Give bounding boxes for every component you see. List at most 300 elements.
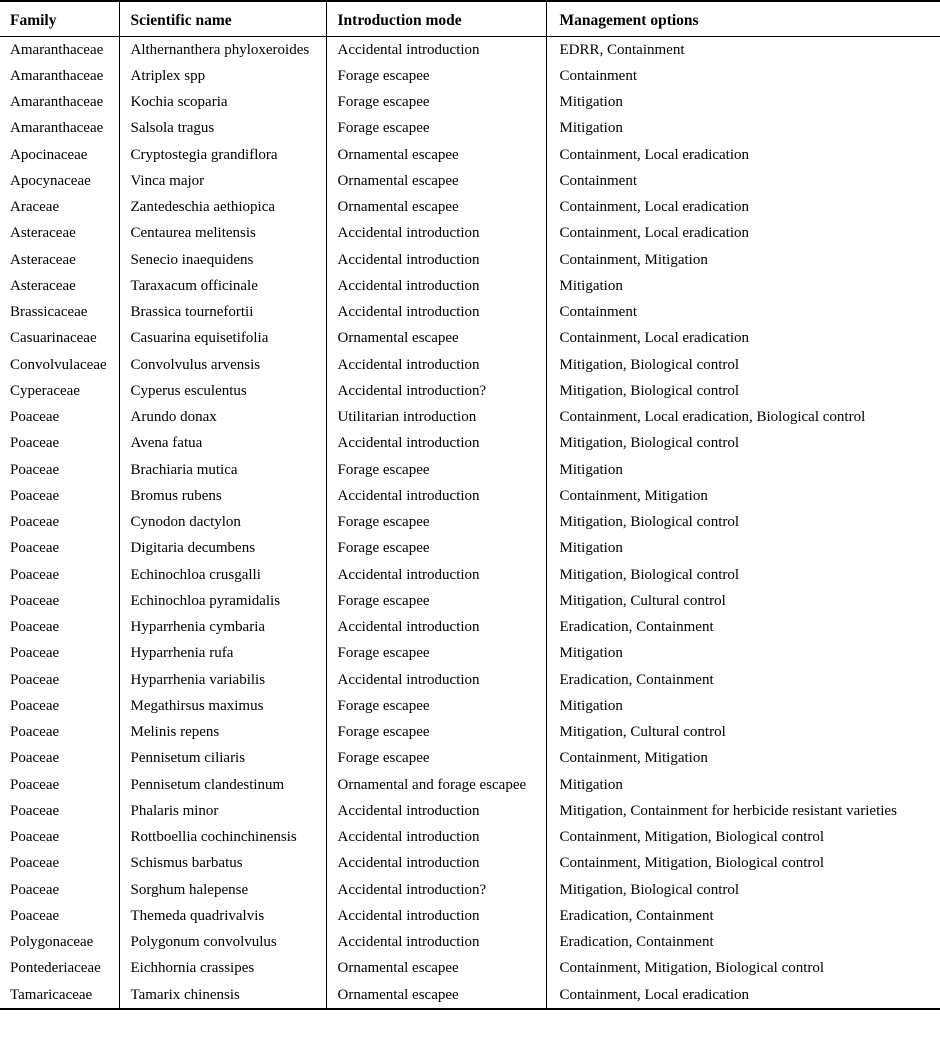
cell-introduction-mode-text: Accidental introduction xyxy=(337,487,480,504)
cell-management-options xyxy=(546,720,940,746)
cell-family-text: Asteraceae xyxy=(10,225,76,242)
cell-scientific-name-text: Themeda quadrivalvis xyxy=(130,907,265,924)
cell-family xyxy=(0,431,119,457)
table-row xyxy=(0,300,940,326)
cell-introduction-mode xyxy=(326,930,546,956)
cell-management-options xyxy=(546,746,940,772)
cell-introduction-mode xyxy=(326,378,546,404)
cell-introduction-mode xyxy=(326,352,546,378)
cell-management-options-text: Mitigation, Cultural control xyxy=(559,724,726,740)
table-row xyxy=(0,720,940,746)
cell-introduction-mode-text: Accidental introduction xyxy=(337,934,480,950)
cell-management-options xyxy=(546,693,940,719)
cell-scientific-name xyxy=(119,300,326,326)
cell-management-options-text: Mitigation, Biological control xyxy=(559,566,740,583)
cell-scientific-name xyxy=(119,431,326,457)
cell-scientific-name xyxy=(119,693,326,719)
cell-introduction-mode-text: Accidental introduction xyxy=(337,41,480,58)
cell-management-options xyxy=(546,431,940,457)
cell-management-options xyxy=(546,116,940,142)
table-row xyxy=(0,405,940,431)
cell-family-text: Apocinaceae xyxy=(10,146,88,163)
cell-family-text: Poaceae xyxy=(10,540,60,557)
cell-introduction-mode xyxy=(326,142,546,168)
table-row xyxy=(0,746,940,772)
cell-management-options-text: Mitigation xyxy=(559,540,623,557)
cell-family-text: Poaceae xyxy=(10,829,60,845)
cell-introduction-mode-text: Accidental introduction xyxy=(337,829,480,845)
cell-scientific-name xyxy=(119,405,326,431)
cell-scientific-name xyxy=(119,588,326,614)
cell-introduction-mode xyxy=(326,116,546,142)
table-row xyxy=(0,956,940,982)
cell-family-text: Poaceae xyxy=(10,645,60,662)
cell-scientific-name-text: Althernanthera phyloxeroides xyxy=(130,41,310,58)
column-header-introduction-mode: Introduction mode xyxy=(326,1,546,37)
table-row xyxy=(0,510,940,536)
cell-family xyxy=(0,798,119,824)
cell-scientific-name-text: Senecio inaequidens xyxy=(130,251,254,268)
cell-management-options-text: Mitigation, Containment for herbicide resistant varieties xyxy=(559,802,897,819)
cell-family-text: Cyperaceae xyxy=(10,382,80,399)
cell-management-options-text: Containment, Mitigation, Biological control xyxy=(559,960,825,977)
cell-family xyxy=(0,772,119,798)
cell-introduction-mode xyxy=(326,273,546,299)
cell-management-options-text: Containment, Local eradication, Biological control xyxy=(559,409,866,425)
cell-management-options xyxy=(546,562,940,588)
table-row xyxy=(0,378,940,404)
cell-management-options xyxy=(546,510,940,536)
cell-family-text: Poaceae xyxy=(10,697,60,714)
cell-family xyxy=(0,851,119,877)
cell-introduction-mode xyxy=(326,37,546,64)
cell-introduction-mode xyxy=(326,982,546,1009)
cell-family-text: Polygonaceae xyxy=(10,934,94,950)
cell-family-text: Araceae xyxy=(10,199,60,215)
cell-family-text: Poaceae xyxy=(10,566,60,583)
cell-family xyxy=(0,142,119,168)
cell-scientific-name-text: Rottboellia cochinchinensis xyxy=(130,829,297,845)
cell-scientific-name-text: Digitaria decumbens xyxy=(130,540,256,557)
column-header-scientific-name: Scientific name xyxy=(119,1,326,37)
cell-introduction-mode xyxy=(326,247,546,273)
cell-family-text: Pontederiaceae xyxy=(10,960,101,977)
cell-family-text: Poaceae xyxy=(10,671,60,688)
cell-family xyxy=(0,746,119,772)
cell-family-text: Convolvulaceae xyxy=(10,356,107,373)
cell-management-options-text: Containment, Mitigation, Biological control xyxy=(559,829,825,845)
cell-scientific-name xyxy=(119,562,326,588)
table-row xyxy=(0,142,940,168)
cell-introduction-mode xyxy=(326,667,546,693)
cell-management-options xyxy=(546,851,940,877)
cell-scientific-name-text: Centaurea melitensis xyxy=(130,225,256,242)
table-row xyxy=(0,273,940,299)
cell-introduction-mode-text: Accidental introduction xyxy=(337,907,480,924)
cell-scientific-name-text: Brassica tournefortii xyxy=(130,304,254,320)
cell-family xyxy=(0,693,119,719)
table-row xyxy=(0,63,940,89)
table-row xyxy=(0,431,940,457)
cell-family xyxy=(0,720,119,746)
cell-scientific-name-text: Echinochloa pyramidalis xyxy=(130,592,281,609)
table-header-row xyxy=(0,1,940,37)
cell-management-options-text: Mitigation xyxy=(559,697,623,714)
cell-introduction-mode xyxy=(326,221,546,247)
cell-introduction-mode xyxy=(326,483,546,509)
table-row xyxy=(0,195,940,221)
cell-management-options xyxy=(546,378,940,404)
cell-management-options-text: Containment, Local eradication xyxy=(559,146,750,163)
cell-family xyxy=(0,326,119,352)
cell-management-options xyxy=(546,667,940,693)
cell-introduction-mode-text: Forage escapee xyxy=(337,461,430,478)
cell-management-options-text: Mitigation, Biological control xyxy=(559,514,740,530)
cell-introduction-mode-text: Accidental introduction xyxy=(337,225,480,242)
cell-scientific-name-text: Arundo donax xyxy=(130,409,217,425)
cell-family xyxy=(0,90,119,116)
cell-family-text: Brassicaceae xyxy=(10,304,88,320)
cell-family-text: Casuarinaceae xyxy=(10,330,97,347)
cell-management-options-text: Containment, Local eradication xyxy=(559,330,750,347)
cell-scientific-name xyxy=(119,746,326,772)
table-row xyxy=(0,168,940,194)
cell-scientific-name xyxy=(119,37,326,64)
cell-scientific-name-text: Hyparrhenia cymbaria xyxy=(130,619,266,635)
cell-introduction-mode-text: Accidental introduction? xyxy=(337,382,487,399)
cell-scientific-name-text: Cryptostegia grandiflora xyxy=(130,146,278,163)
table-row xyxy=(0,930,940,956)
cell-management-options-text: Containment, Local eradication xyxy=(559,225,750,242)
cell-family xyxy=(0,378,119,404)
cell-introduction-mode xyxy=(326,588,546,614)
table-row xyxy=(0,903,940,929)
cell-management-options-text: Containment xyxy=(559,172,637,189)
cell-introduction-mode-text: Accidental introduction xyxy=(337,277,480,294)
cell-scientific-name xyxy=(119,615,326,641)
cell-management-options xyxy=(546,142,940,168)
cell-introduction-mode xyxy=(326,641,546,667)
cell-introduction-mode xyxy=(326,63,546,89)
cell-introduction-mode-text: Forage escapee xyxy=(337,645,430,662)
cell-scientific-name-text: Salsola tragus xyxy=(130,120,215,137)
cell-introduction-mode xyxy=(326,562,546,588)
cell-introduction-mode-text: Accidental introduction xyxy=(337,802,480,819)
cell-scientific-name xyxy=(119,63,326,89)
table-row xyxy=(0,641,940,667)
cell-family xyxy=(0,63,119,89)
cell-introduction-mode xyxy=(326,693,546,719)
cell-introduction-mode-text: Accidental introduction xyxy=(337,251,480,268)
cell-family-text: Asteraceae xyxy=(10,277,76,294)
cell-management-options xyxy=(546,247,940,273)
cell-scientific-name-text: Eichhornia crassipes xyxy=(130,960,255,977)
cell-family-text: Poaceae xyxy=(10,750,60,767)
cell-scientific-name-text: Brachiaria mutica xyxy=(130,461,238,478)
table-row xyxy=(0,798,940,824)
cell-introduction-mode-text: Forage escapee xyxy=(337,750,430,767)
cell-management-options xyxy=(546,588,940,614)
cell-scientific-name-text: Phalaris minor xyxy=(130,802,219,819)
cell-scientific-name xyxy=(119,720,326,746)
table-row xyxy=(0,483,940,509)
cell-management-options-text: Mitigation, Biological control xyxy=(559,435,740,452)
cell-management-options xyxy=(546,877,940,903)
cell-introduction-mode xyxy=(326,956,546,982)
table-row xyxy=(0,772,940,798)
cell-family xyxy=(0,903,119,929)
cell-scientific-name-text: Pennisetum ciliaris xyxy=(130,750,246,767)
table-row xyxy=(0,851,940,877)
cell-family xyxy=(0,877,119,903)
cell-management-options xyxy=(546,982,940,1009)
cell-management-options-text: Containment, Mitigation, Biological control xyxy=(559,855,825,872)
cell-family-text: Amaranthaceae xyxy=(10,94,104,110)
cell-management-options-text: Containment, Mitigation xyxy=(559,487,708,504)
cell-family xyxy=(0,930,119,956)
table-row xyxy=(0,37,940,64)
cell-management-options xyxy=(546,195,940,221)
cell-management-options-text: Mitigation, Cultural control xyxy=(559,592,726,609)
cell-introduction-mode-text: Forage escapee xyxy=(337,120,430,137)
cell-management-options-text: Mitigation, Biological control xyxy=(559,881,740,898)
cell-scientific-name-text: Schismus barbatus xyxy=(130,855,243,872)
table-body xyxy=(0,37,940,1010)
cell-management-options xyxy=(546,37,940,64)
cell-scientific-name-text: Kochia scoparia xyxy=(130,94,228,110)
cell-management-options-text: Mitigation xyxy=(559,776,623,793)
cell-scientific-name xyxy=(119,90,326,116)
cell-management-options xyxy=(546,352,940,378)
cell-introduction-mode xyxy=(326,326,546,352)
cell-introduction-mode xyxy=(326,405,546,431)
cell-introduction-mode-text: Ornamental escapee xyxy=(337,330,459,347)
cell-introduction-mode-text: Accidental introduction xyxy=(337,566,480,583)
cell-family xyxy=(0,195,119,221)
cell-family-text: Poaceae xyxy=(10,907,60,924)
cell-management-options xyxy=(546,615,940,641)
cell-management-options-text: Mitigation xyxy=(559,120,623,137)
cell-management-options xyxy=(546,825,940,851)
cell-family-text: Poaceae xyxy=(10,514,60,530)
cell-introduction-mode xyxy=(326,168,546,194)
cell-management-options xyxy=(546,641,940,667)
cell-management-options xyxy=(546,536,940,562)
cell-family xyxy=(0,300,119,326)
cell-management-options xyxy=(546,273,940,299)
cell-scientific-name-text: Tamarix chinensis xyxy=(130,986,240,1003)
cell-family xyxy=(0,483,119,509)
cell-introduction-mode-text: Ornamental escapee xyxy=(337,960,459,977)
cell-introduction-mode xyxy=(326,510,546,536)
cell-family xyxy=(0,405,119,431)
cell-scientific-name-text: Taraxacum officinale xyxy=(130,277,258,294)
cell-introduction-mode-text: Accidental introduction xyxy=(337,304,480,320)
cell-family-text: Poaceae xyxy=(10,881,60,898)
cell-introduction-mode-text: Accidental introduction? xyxy=(337,881,487,898)
cell-family-text: Poaceae xyxy=(10,619,60,635)
cell-introduction-mode xyxy=(326,903,546,929)
cell-introduction-mode-text: Utilitarian introduction xyxy=(337,409,477,425)
cell-family-text: Poaceae xyxy=(10,724,60,740)
cell-family-text: Poaceae xyxy=(10,409,60,425)
cell-scientific-name xyxy=(119,667,326,693)
cell-management-options-text: Mitigation xyxy=(559,94,623,110)
cell-scientific-name xyxy=(119,378,326,404)
cell-family xyxy=(0,588,119,614)
cell-scientific-name xyxy=(119,982,326,1009)
cell-introduction-mode-text: Accidental introduction xyxy=(337,619,480,635)
cell-scientific-name xyxy=(119,641,326,667)
cell-management-options-text: Eradication, Containment xyxy=(559,619,714,635)
cell-family xyxy=(0,825,119,851)
cell-management-options xyxy=(546,168,940,194)
table-row xyxy=(0,457,940,483)
cell-scientific-name xyxy=(119,798,326,824)
cell-management-options-text: Eradication, Containment xyxy=(559,671,714,688)
cell-introduction-mode-text: Accidental introduction xyxy=(337,435,480,452)
cell-introduction-mode-text: Ornamental escapee xyxy=(337,172,459,189)
cell-introduction-mode xyxy=(326,746,546,772)
cell-introduction-mode xyxy=(326,195,546,221)
cell-scientific-name xyxy=(119,352,326,378)
cell-scientific-name-text: Zantedeschia aethiopica xyxy=(130,199,276,215)
cell-scientific-name xyxy=(119,510,326,536)
cell-family xyxy=(0,510,119,536)
cell-scientific-name-text: Hyparrhenia variabilis xyxy=(130,671,266,688)
table-row xyxy=(0,667,940,693)
cell-introduction-mode xyxy=(326,851,546,877)
table-row xyxy=(0,352,940,378)
cell-scientific-name xyxy=(119,930,326,956)
cell-introduction-mode-text: Forage escapee xyxy=(337,724,430,740)
cell-management-options-text: Mitigation, Biological control xyxy=(559,356,740,373)
cell-management-options xyxy=(546,772,940,798)
cell-scientific-name-text: Vinca major xyxy=(130,172,205,189)
cell-management-options-text: Mitigation xyxy=(559,645,623,662)
cell-scientific-name xyxy=(119,825,326,851)
cell-management-options-text: Eradication, Containment xyxy=(559,907,714,924)
cell-management-options-text: Mitigation, Biological control xyxy=(559,382,740,399)
cell-family-text: Poaceae xyxy=(10,461,60,478)
cell-management-options-text: Containment, Mitigation xyxy=(559,251,708,268)
cell-family xyxy=(0,562,119,588)
cell-family xyxy=(0,247,119,273)
cell-scientific-name xyxy=(119,221,326,247)
cell-introduction-mode-text: Forage escapee xyxy=(337,697,430,714)
table-header xyxy=(0,1,940,37)
cell-introduction-mode-text: Forage escapee xyxy=(337,67,430,84)
cell-scientific-name-text: Pennisetum clandestinum xyxy=(130,776,285,793)
cell-family xyxy=(0,168,119,194)
cell-family-text: Amaranthaceae xyxy=(10,41,104,58)
cell-scientific-name-text: Polygonum convolvulus xyxy=(130,934,277,950)
cell-management-options xyxy=(546,457,940,483)
cell-introduction-mode xyxy=(326,825,546,851)
cell-scientific-name xyxy=(119,326,326,352)
cell-family xyxy=(0,536,119,562)
cell-family-text: Poaceae xyxy=(10,435,60,452)
table-row xyxy=(0,536,940,562)
cell-family xyxy=(0,352,119,378)
cell-introduction-mode-text: Accidental introduction xyxy=(337,855,480,872)
cell-introduction-mode xyxy=(326,431,546,457)
cell-scientific-name xyxy=(119,956,326,982)
cell-scientific-name xyxy=(119,457,326,483)
column-header-management-options: Management options xyxy=(546,1,940,37)
cell-scientific-name xyxy=(119,877,326,903)
cell-scientific-name-text: Cyperus esculentus xyxy=(130,382,247,399)
cell-introduction-mode-text: Accidental introduction xyxy=(337,671,480,688)
cell-scientific-name xyxy=(119,116,326,142)
cell-introduction-mode-text: Ornamental escapee xyxy=(337,146,459,163)
cell-scientific-name xyxy=(119,142,326,168)
cell-introduction-mode-text: Accidental introduction xyxy=(337,356,480,373)
cell-scientific-name-text: Melinis repens xyxy=(130,724,220,740)
cell-family-text: Poaceae xyxy=(10,802,60,819)
cell-management-options xyxy=(546,798,940,824)
cell-scientific-name-text: Atriplex spp xyxy=(130,67,206,84)
cell-family xyxy=(0,457,119,483)
cell-introduction-mode xyxy=(326,300,546,326)
cell-scientific-name-text: Convolvulus arvensis xyxy=(130,356,261,373)
table-row xyxy=(0,615,940,641)
cell-family xyxy=(0,221,119,247)
cell-introduction-mode-text: Ornamental escapee xyxy=(337,986,459,1003)
cell-management-options-text: Mitigation xyxy=(559,277,623,294)
cell-introduction-mode-text: Ornamental escapee xyxy=(337,199,459,215)
cell-family xyxy=(0,667,119,693)
cell-scientific-name xyxy=(119,536,326,562)
cell-scientific-name-text: Casuarina equisetifolia xyxy=(130,330,269,347)
cell-management-options-text: Mitigation xyxy=(559,461,623,478)
cell-management-options-text: Eradication, Containment xyxy=(559,934,714,950)
cell-family xyxy=(0,641,119,667)
cell-management-options xyxy=(546,221,940,247)
table-row xyxy=(0,877,940,903)
table-row xyxy=(0,326,940,352)
cell-scientific-name xyxy=(119,483,326,509)
cell-scientific-name-text: Hyparrhenia rufa xyxy=(130,645,234,662)
cell-family-text: Amaranthaceae xyxy=(10,67,104,84)
cell-management-options-text: Containment xyxy=(559,304,637,320)
cell-scientific-name-text: Avena fatua xyxy=(130,435,203,452)
table-row xyxy=(0,221,940,247)
cell-family xyxy=(0,615,119,641)
cell-family xyxy=(0,982,119,1009)
cell-management-options-text: EDRR, Containment xyxy=(559,41,685,58)
cell-scientific-name-text: Echinochloa crusgalli xyxy=(130,566,261,583)
cell-family-text: Poaceae xyxy=(10,855,60,872)
cell-scientific-name xyxy=(119,903,326,929)
cell-management-options xyxy=(546,63,940,89)
cell-management-options-text: Containment, Local eradication xyxy=(559,199,750,215)
cell-family-text: Tamaricaceae xyxy=(10,986,93,1003)
cell-scientific-name xyxy=(119,195,326,221)
cell-management-options xyxy=(546,405,940,431)
cell-scientific-name-text: Sorghum halepense xyxy=(130,881,249,898)
cell-scientific-name-text: Bromus rubens xyxy=(130,487,222,504)
cell-introduction-mode-text: Ornamental and forage escapee xyxy=(337,776,527,793)
cell-family xyxy=(0,956,119,982)
cell-scientific-name-text: Megathirsus maximus xyxy=(130,697,264,714)
cell-scientific-name-text: Cynodon dactylon xyxy=(130,514,241,530)
cell-management-options xyxy=(546,930,940,956)
table-row xyxy=(0,247,940,273)
cell-family-text: Poaceae xyxy=(10,487,60,504)
table-row xyxy=(0,693,940,719)
table-row xyxy=(0,562,940,588)
